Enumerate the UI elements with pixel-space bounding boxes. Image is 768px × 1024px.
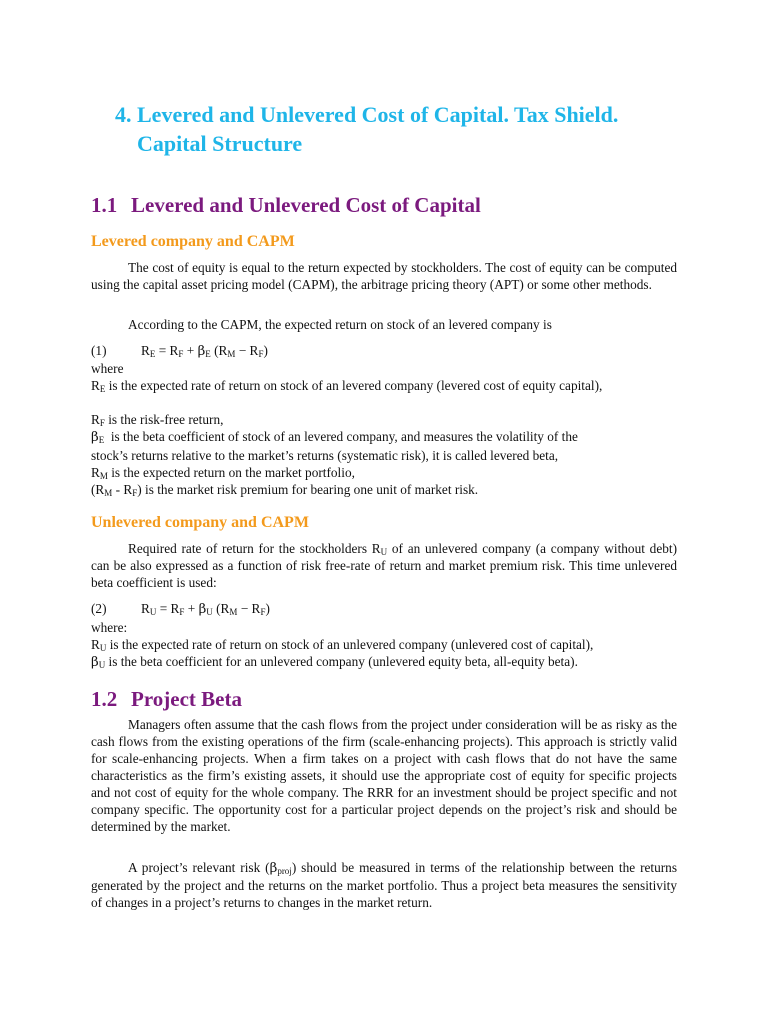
section-heading-1-2 xyxy=(91,686,242,712)
paragraph: Required rate of return for the stockholders $R_U$ of an unlevered company (a company without debt) can be also expressed as a function of risk free-rate of return and market premium risk. This time unlevered beta coefficient is used: xyxy=(91,541,677,590)
where-label: where xyxy=(91,361,124,376)
paragraph: Managers often assume that the cash flows from the project under consideration will be as risky as the cash flows from the existing operations of the firm (scale-enhancing projects). This approach is strictly valid for scale-enhancing projects. When a firm takes on a project with cash flows that do not have the same characteristics as the firm’s existing assets, it should use the appropriate cost of equity for specific projects and not cost of equity for the whole company. The RRR for an investment should be project specific and not company specific. The opportunity cost for a particular project depends on the project’s risk and should be determined by the market. xyxy=(91,717,677,834)
subsection-heading-levered: Levered company and CAPM xyxy=(91,233,295,250)
section-number: 1.2 xyxy=(91,687,118,711)
equation-2: (2) $R_U = R_F + \beta_U$ $(R_M - R_F)$ xyxy=(91,601,270,617)
definition-beta-U: $\beta_U$ is the beta coefficient for an unlevered company (unlevered equity beta, all-equity beta). xyxy=(91,654,578,670)
paragraph: The cost of equity is equal to the return expected by stockholders. The cost of equity can be computed using the capital asset pricing model (CAPM), the arbitrage pricing theory (APT) or some other methods. xyxy=(91,260,677,292)
definition-RM: $R_M$ is the expected return on the market portfolio, xyxy=(91,465,355,481)
subsection-heading-unlevered: Unlevered company and CAPM xyxy=(91,514,309,531)
definition-premium: $(R_M - R_F)$ is the market risk premium for bearing one unit of market risk. xyxy=(91,482,479,498)
equation-number: (2) xyxy=(91,601,107,616)
where-label: where: xyxy=(91,620,128,635)
definition-RF: $R_F$ is the risk-free return, xyxy=(91,412,224,428)
chapter-number: 4. xyxy=(115,102,132,127)
section-heading-1-1 xyxy=(91,192,481,218)
definition-beta-E: $\beta_E$ is the beta coefficient of stock of an levered company, and measures the volatility of the xyxy=(91,429,578,445)
section-title: Project Beta xyxy=(131,687,242,711)
section-title: Levered and Unlevered Cost of Capital xyxy=(131,193,481,217)
definition-RU: $R_U$ is the expected rate of return on stock of an unlevered company (unlevered cost of capital), xyxy=(91,637,594,653)
chapter-title: Levered and Unlevered Cost of Capital. Tax Shield. Capital Structure xyxy=(137,102,619,156)
definition-beta-E-cont: stock’s returns relative to the market’s returns (systematic risk), it is called levered beta, xyxy=(91,448,559,463)
equation-number: (1) xyxy=(91,343,107,358)
equation-1: (1) $R_E = R_F + \beta_E$ $(R_M - R_F)$ xyxy=(91,343,268,359)
paragraph: A project’s relevant risk $(\beta_{proj})$ should be measured in terms of the relationship between the returns generated by the project and the returns on the market portfolio. Thus a project beta measures the sensitivity of changes in a project’s returns to changes in the market return. xyxy=(91,860,678,910)
paragraph: According to the CAPM, the expected return on stock of an levered company is xyxy=(128,317,552,332)
chapter-heading xyxy=(115,100,655,158)
section-number: 1.1 xyxy=(91,193,118,217)
definition-RE: $R_E$ is the expected rate of return on stock of an levered company (levered cost of equity capital), xyxy=(91,378,603,394)
